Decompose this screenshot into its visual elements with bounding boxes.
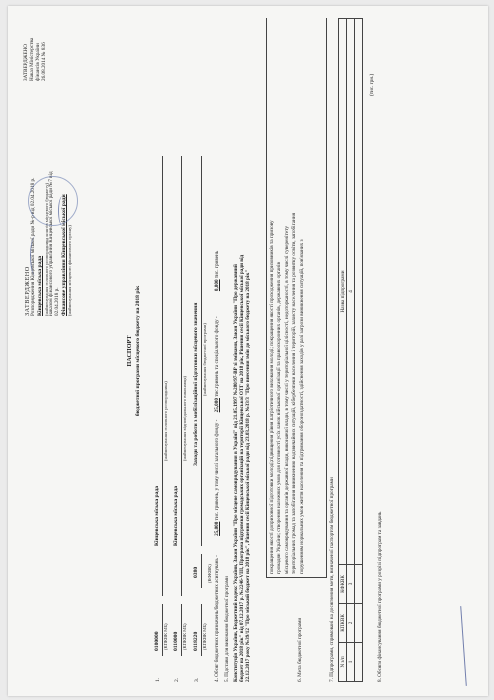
- passport-subtitle: бюджетної програми місцевого бюджету на 2018 рік: [135, 285, 141, 417]
- row-3-code-caption: (КПКВК МБ): [202, 623, 207, 650]
- item-4-special: 0,000: [214, 279, 220, 292]
- row-3-code: 0118220: [193, 631, 199, 651]
- corner-line-1: ЗАТВЕРДЖЕНО: [23, 43, 29, 81]
- document-sheet: [8, 6, 488, 696]
- item-7-heading: 7. Підпрограми, спрямовані на досягнення мети, визначеної паспортом бюджетної програми: [329, 477, 335, 682]
- col-kpkvk-index: 2: [347, 604, 355, 643]
- rotated-page: [8, 6, 488, 696]
- item-6-line-4: територіальних громад та запобігання виникненню надзвичайних ситуацій, кібербезпеки населення і територій, захисту населення та розвитку освіти, запобігання: [291, 213, 298, 574]
- subprogram-table: [338, 18, 363, 682]
- approval-org-caption: (найменування головного розпорядника коштів місцевого бюджету): [43, 182, 49, 316]
- item-4-special-unit: тис. гривень: [214, 250, 220, 279]
- item-5-line-2: бюджет на 2018 рік" від 07.12.2017 р. №2246-VIII, Програма підтримки громадських організацій на території Кінцевської ОТГ на 2018 рік, Рішення сесії Кінцевської міської ради від: [238, 254, 245, 682]
- col-name-index: 4: [347, 19, 355, 565]
- item-8-heading: 8. Обсяги фінансування бюджетної програми у розрізі підпрограм та завдань: [377, 511, 383, 682]
- item-5-line-1: Конституція України, Бюджетний кодекс України, Закон України "Про місцеве самоврядування в Україні" від 21.05.1997 №280/97-ВР зі змінами, Закон України "Про державний: [233, 264, 239, 682]
- item-4-general: 25,000: [214, 398, 220, 413]
- col-kfkvk-index: 3: [347, 565, 355, 604]
- pen-stroke: [460, 606, 467, 686]
- item-6-line-2: громадян України; створення належних умов для готовності усіх ланок військової організації та правоохоронних органів, державних органів: [276, 262, 283, 574]
- row-3-caption: (найменування бюджетної програми): [202, 323, 207, 396]
- subprogram-table-row: [355, 19, 363, 682]
- row-2-number: 2.: [174, 677, 180, 682]
- approval-heading: ЗАТВЕРДЖЕНО: [24, 266, 31, 316]
- row-1-caption: (найменування головного розпорядника): [163, 381, 168, 461]
- approval-line-1: Розпорядження Кінцевської міської ради №-р від 02.04.2018 р.: [30, 177, 37, 316]
- col-kfkvk-header: КФКВК: [339, 565, 347, 604]
- passport-title: ПАСПОРТ: [126, 335, 133, 367]
- approval-fin-caption: (найменування місцевого фінансового органу): [67, 225, 73, 316]
- item-6-text: [270, 213, 306, 574]
- corner-line-3: фінансів України: [34, 43, 41, 81]
- approval-line-3: наказом фінансового управління Кінцевської міської ради №7 від: [47, 171, 54, 316]
- row-1-number: 1.: [155, 677, 161, 682]
- item-8-unit: (тис. грн.): [369, 73, 375, 96]
- row-1-name: Кінцевська міська рада: [154, 485, 160, 546]
- row-2-code-caption: (КПКВК МБ): [182, 623, 187, 650]
- row-3-kfkvk-caption: (КФКВК): [207, 564, 212, 583]
- row-3-kfkvk-line: [201, 554, 202, 588]
- approval-fin-org: Фінансове управління Кінцевської міської ради: [60, 194, 67, 316]
- subprogram-table-header: [339, 19, 347, 682]
- item-6-label: 6. Мета бюджетної програми: [297, 617, 303, 682]
- row-3-number: 3.: [194, 677, 200, 682]
- approval-org: Кінцевська міська рада: [37, 255, 44, 316]
- item-6-left-border: [266, 577, 326, 578]
- row-3-name: Заходи та роботи з мобілізаційної підготовки місцевого значення: [193, 302, 199, 466]
- corner-line-2: Наказ Міністерства: [28, 37, 35, 81]
- item-4-amount: 25,000: [214, 521, 220, 536]
- corner-approval: [24, 38, 48, 81]
- row-1-name-line: [162, 156, 163, 596]
- item-6-line-3: місцевого самоврядування та органів державної влади, виконавчої влади, в тому числі у територіальної цілісності, недоторканості, в тому числі суверенітету: [283, 226, 290, 574]
- col-name-header: Назва підпрограми: [339, 19, 347, 565]
- item-6-top-border: [266, 18, 267, 578]
- item-4-line: [215, 251, 221, 682]
- row-2-caption: (найменування відповідального виконавця): [182, 376, 187, 461]
- item-5-heading: 5. Підстави для виконання бюджетної програми: [224, 576, 230, 682]
- item-4-text: 4. Обсяг бюджетних призначень/бюджетних асигнувань -: [214, 555, 220, 682]
- official-stamp: [28, 176, 78, 226]
- subprogram-table-numbers: [347, 19, 355, 682]
- item-5-line-3: 22.12.2017 року №39/12 "Про міський бюджет на 2018 рік", Рішення сесії Кінцевської міської ради від 23.03.2018 р. №33/3 "Про внесення змін до міського бюджету на 2018 рік": [244, 269, 251, 682]
- col-number-header: N з/п: [339, 643, 347, 682]
- item-4-special-text: тис.гривень та спеціального фонду -: [214, 316, 220, 397]
- row-2-name: Кінцевська міська рада: [173, 485, 179, 546]
- row-1-code-caption: (КПКВК МБ): [163, 623, 168, 650]
- item-6-line-5: порушенням нормальних умов життя населення та підтримання обороноздатності, здійснення заходів у разі загрози виникнення ситуацій, пов'язаних з: [298, 239, 305, 574]
- signature-mark: [30, 236, 41, 276]
- corner-line-4: 26.08.2014 № 836: [40, 42, 47, 81]
- item-6-line-1: покращення якості допризовної підготовки молоді;підвищення рівня патріотичного виховання молоді; покращення якості проходження призовників та призову: [269, 220, 275, 574]
- col-number-index: 1: [347, 643, 355, 682]
- col-kpkvk-header: КПКВК: [339, 604, 347, 643]
- item-4-unit: тис. гривень, у тому числі загального фонду -: [214, 419, 220, 521]
- row-1-code: 0100000: [154, 631, 160, 651]
- row-2-code: 0110000: [173, 631, 179, 651]
- item-6-bottom-border: [326, 18, 327, 578]
- approval-line-4: 02.04.2018 р.: [53, 287, 60, 316]
- item-5-text: [234, 255, 252, 682]
- row-3-kfkvk: 0380: [193, 566, 199, 578]
